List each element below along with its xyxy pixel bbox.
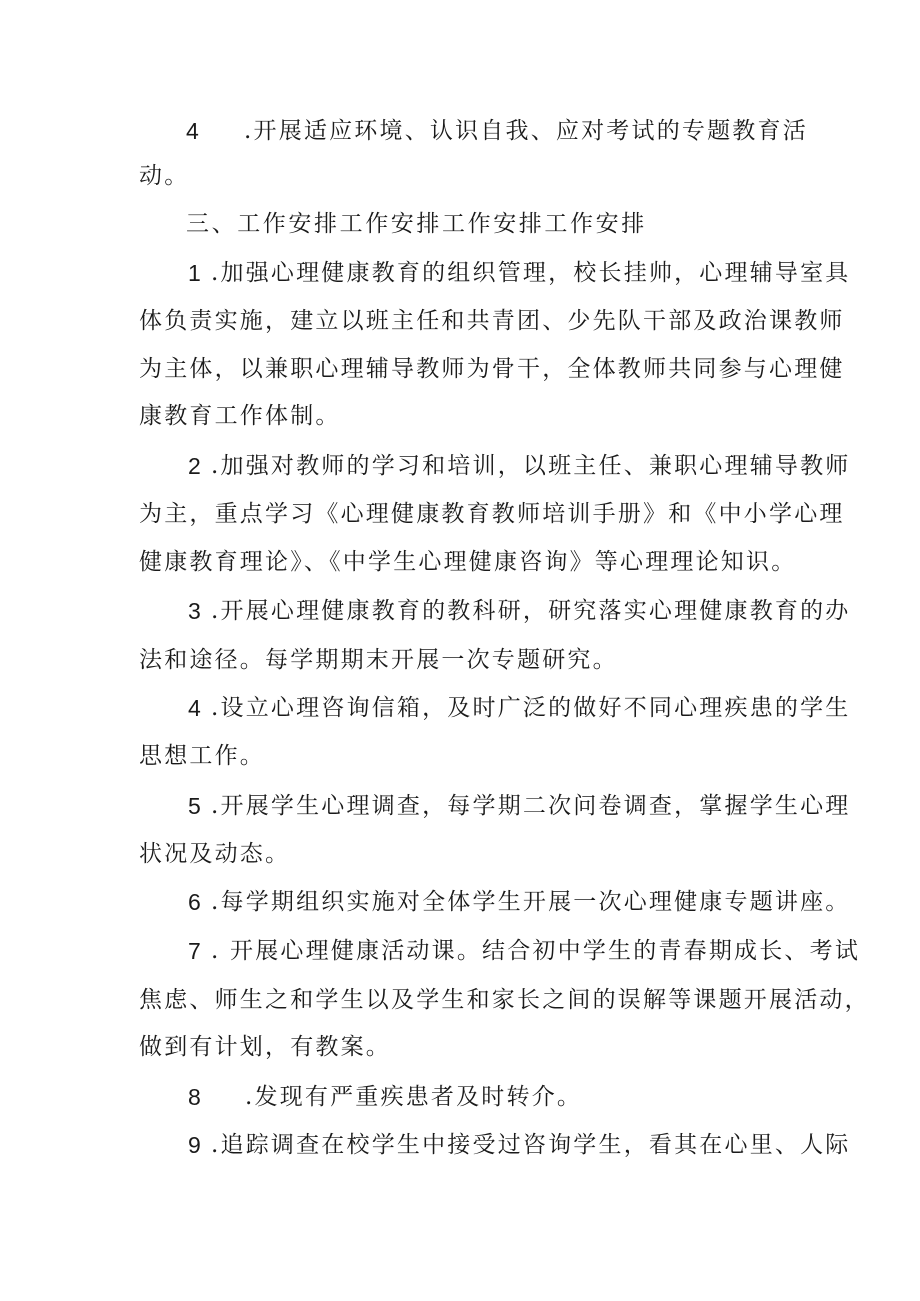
- paragraph-line: 康教育工作体制。: [139, 403, 341, 429]
- paragraph-line: .每学期组织实施对全体学生开展一次心理健康专题讲座。: [211, 889, 851, 915]
- paragraph-line: 为主，重点学习《心理健康教育教师培训手册》和《中小学心理: [139, 501, 845, 527]
- paragraph-line: 为主体，以兼职心理辅导教师为骨干，全体教师共同参与心理健: [139, 356, 845, 382]
- paragraph-line: 健康教育理论》、《中学生心理健康咨询》等心理理论知识。: [139, 549, 797, 575]
- paragraph-line: .发现有严重疾患者及时转介。: [245, 1084, 583, 1110]
- paragraph-line: 焦虑、师生之和学生以及学生和家长之间的误解等课题开展活动，: [139, 987, 870, 1013]
- list-item-number: 8: [188, 1084, 201, 1110]
- paragraph-line: .开展学生心理调查，每学期二次问卷调查，掌握学生心理: [211, 793, 851, 819]
- paragraph-line: .开展适应环境、认识自我、应对考试的专题教育活: [244, 118, 808, 144]
- list-item-number: 7: [188, 938, 201, 964]
- list-item-number: 1: [188, 260, 201, 286]
- paragraph-line: .加强心理健康教育的组织管理，校长挂帅，心理辅导室具: [211, 260, 851, 286]
- paragraph-line: 体负责实施，建立以班主任和共青团、少先队干部及政治课教师: [139, 308, 845, 334]
- section-heading: 三、工作安排工作安排工作安排工作安排: [186, 211, 647, 237]
- paragraph-line: 思想工作。: [139, 743, 265, 769]
- list-item-number: 2: [188, 453, 201, 479]
- list-item-number: 4: [186, 118, 199, 144]
- list-item-number: 6: [188, 889, 201, 915]
- list-item-number: 4: [188, 695, 201, 721]
- paragraph-line: .开展心理健康教育的教科研，研究落实心理健康教育的办: [211, 598, 851, 624]
- list-item-number: 9: [188, 1132, 201, 1158]
- paragraph-line: 做到有计划，有教案。: [139, 1034, 391, 1060]
- paragraph-line: . 开展心理健康活动课。结合初中学生的青春期成长、考试: [211, 938, 861, 964]
- paragraph-line: .设立心理咨询信箱，及时广泛的做好不同心理疾患的学生: [211, 695, 851, 721]
- list-item-number: 5: [188, 793, 201, 819]
- list-item-number: 3: [188, 598, 201, 624]
- paragraph-line: 状况及动态。: [139, 841, 291, 867]
- paragraph-line: .加强对教师的学习和培训，以班主任、兼职心理辅导教师: [211, 453, 851, 479]
- paragraph-line: .追踪调查在校学生中接受过咨询学生，看其在心里、人际: [211, 1132, 851, 1158]
- paragraph-line: 法和途径。每学期期末开展一次专题研究。: [139, 647, 618, 673]
- paragraph-line: 动。: [139, 163, 190, 189]
